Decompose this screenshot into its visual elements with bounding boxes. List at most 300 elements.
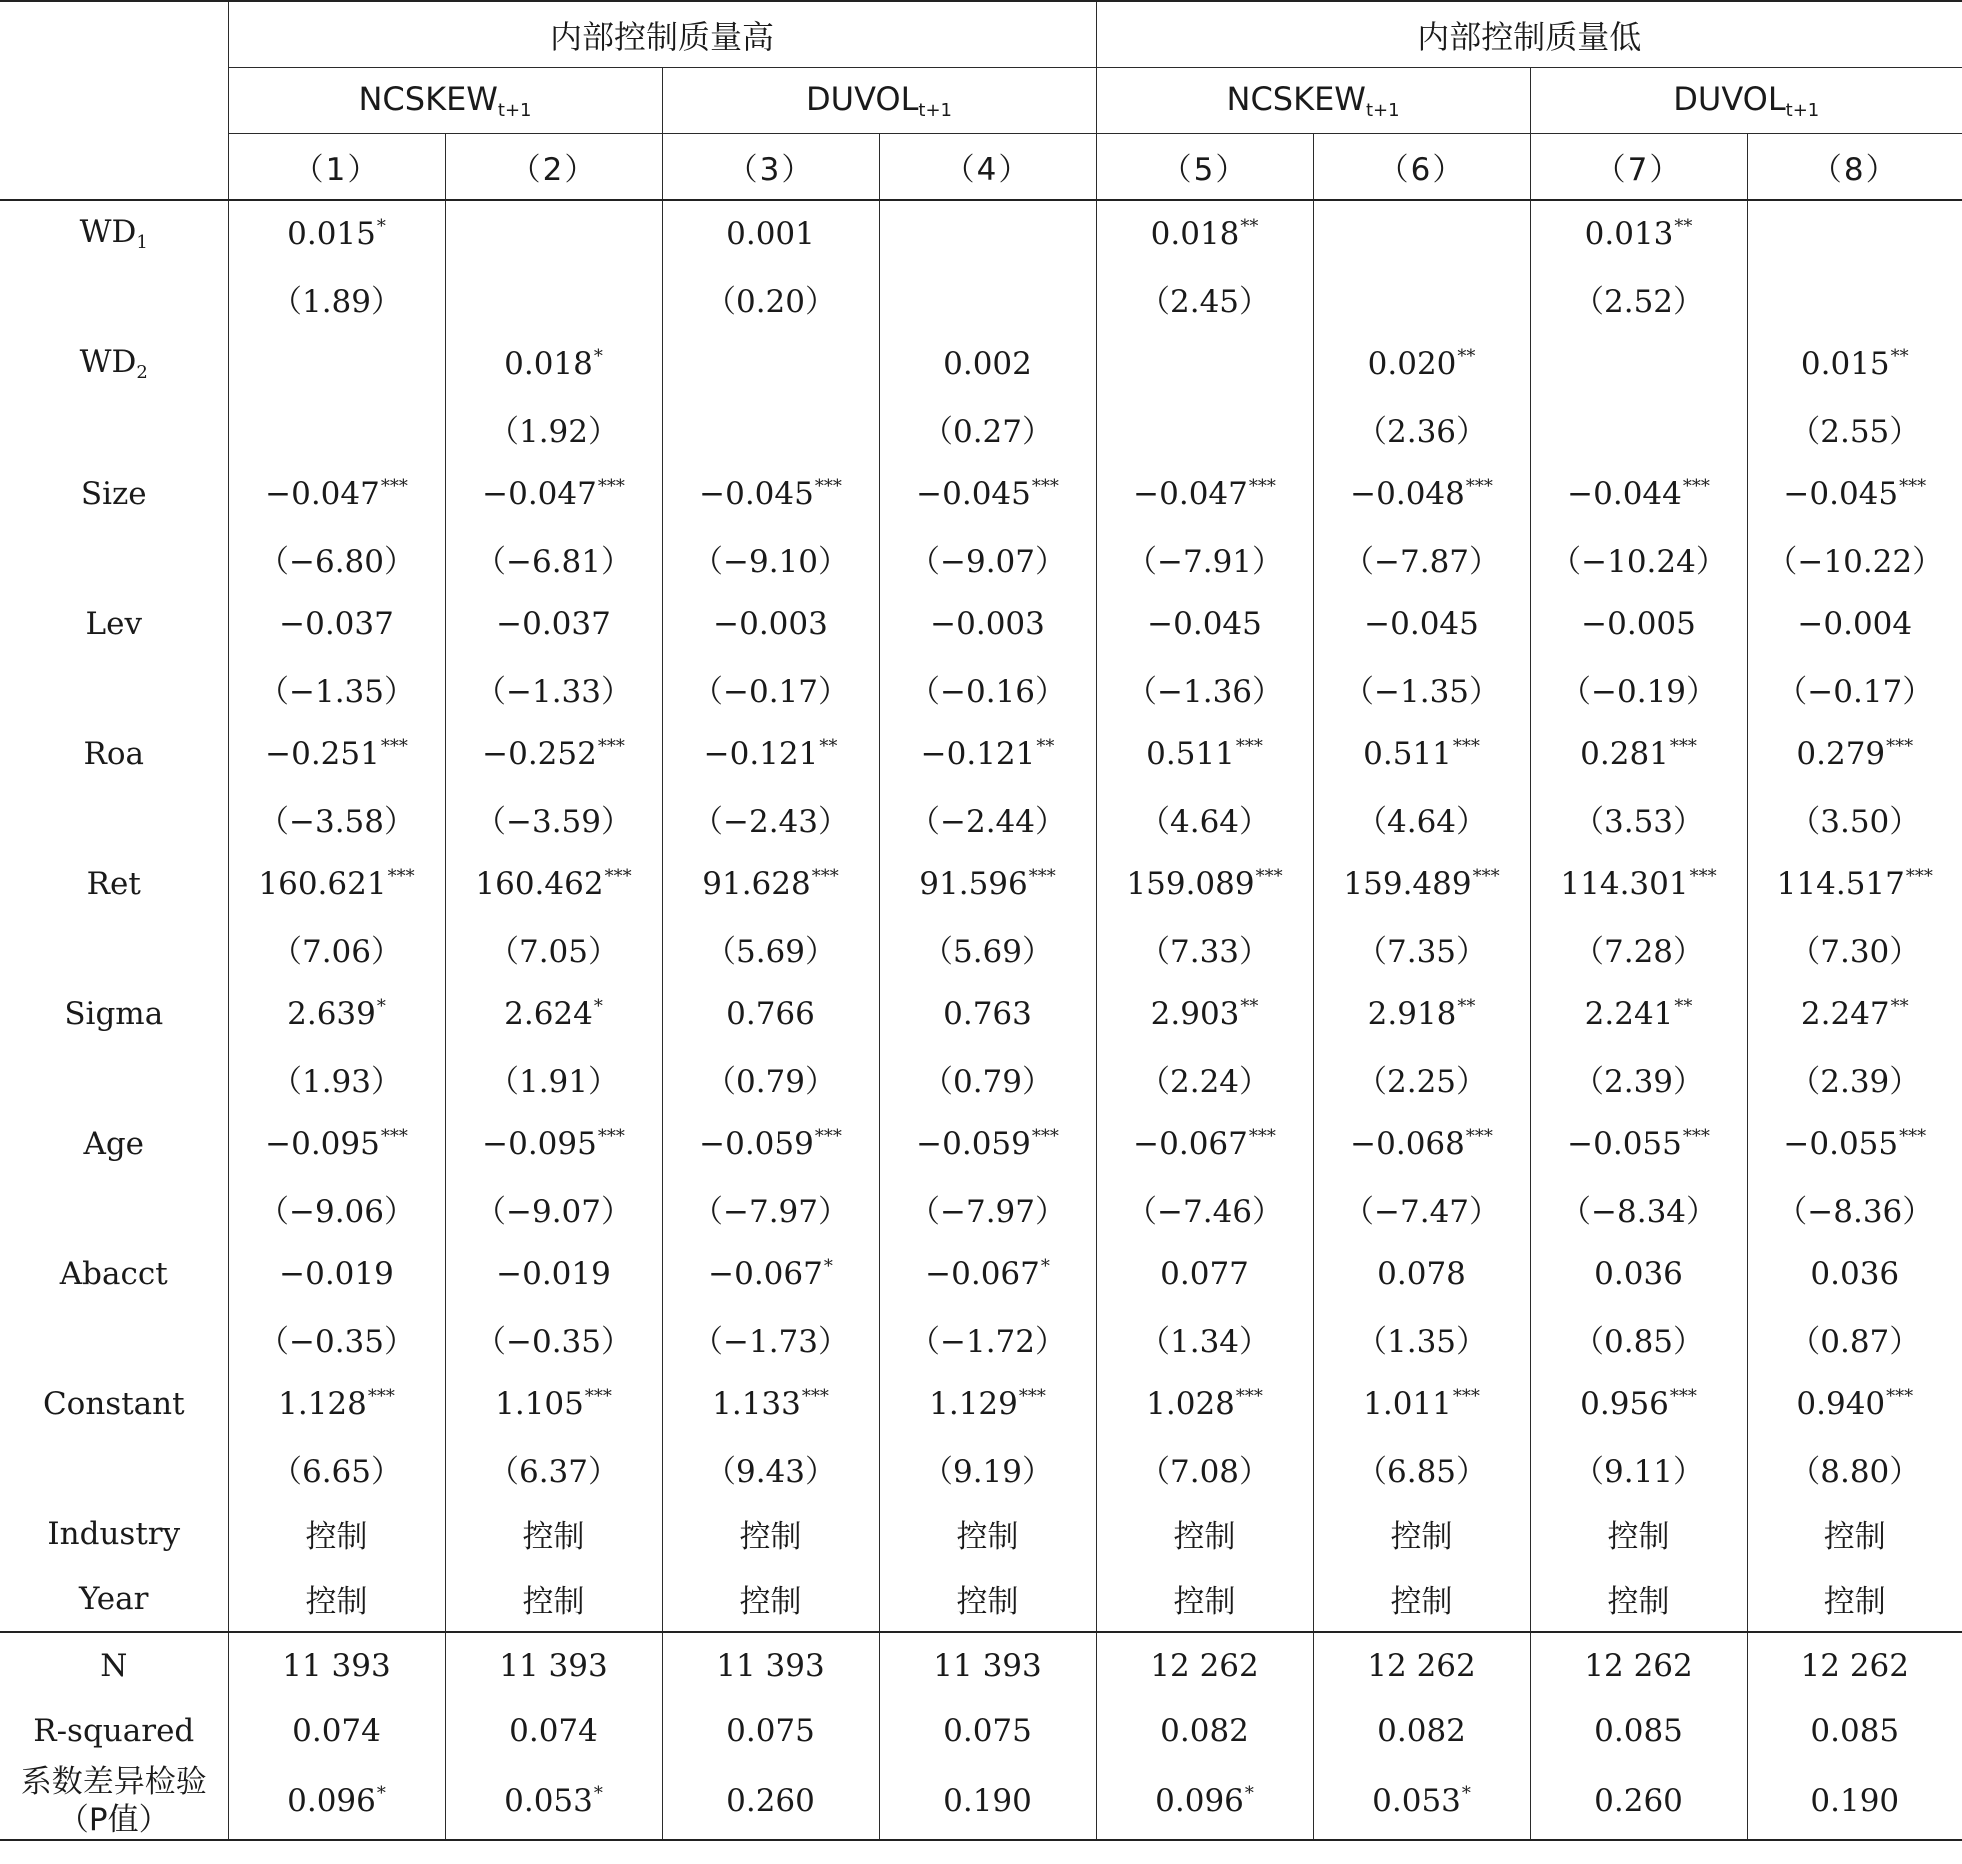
cell-value: 0.511 [1146,735,1235,772]
t-statistic-cell: （−9.06） [228,1176,445,1241]
coefficient-cell [662,461,879,526]
row-label-empty [0,1306,228,1371]
coefficient-cell [1747,591,1962,656]
cell-value: 0.763 [943,995,1032,1032]
row-label [0,1111,228,1176]
coefficient-cell [1313,331,1530,396]
cell-value: 0.075 [943,1712,1032,1749]
row-label-empty [0,916,228,981]
t-statistic-cell: （5.69） [662,916,879,981]
dependent-variable-header [1096,68,1530,134]
coefficient-cell [662,331,879,396]
cell-value: 0.074 [292,1712,381,1749]
coefficient-cell [228,1371,445,1436]
cell-value: 0.074 [509,1712,598,1749]
cell-value: −0.045 [1147,605,1262,642]
significance-stars: *** [1235,1385,1263,1407]
cell-value: 2.918 [1367,995,1457,1032]
coefficient-cell [1747,1371,1962,1436]
coefficient-cell [1096,591,1313,656]
t-statistic-cell: （2.39） [1747,1046,1962,1111]
t-statistic-cell [879,266,1096,331]
coefficient-cell [1313,851,1530,916]
coefficient-cell [662,981,879,1046]
control-cell: 控制 [1313,1566,1530,1632]
significance-stars: * [593,345,603,367]
t-statistic-cell: （7.08） [1096,1436,1313,1501]
coefficient-cell [1313,200,1530,266]
control-cell: 控制 [879,1501,1096,1566]
cell-value: 0.766 [726,995,815,1032]
t-statistic-cell [1530,396,1747,461]
cell-value: 0.956 [1580,1385,1669,1422]
t-statistic-cell: （−0.35） [445,1306,662,1371]
significance-stars: * [1244,1783,1254,1804]
coefficient-cell [1096,331,1313,396]
coefficient-row [0,981,1962,1046]
significance-stars: *** [1248,475,1276,497]
coefficient-cell [1530,591,1747,656]
cell-value: 0.002 [943,345,1032,382]
row-label-line: （P值） [57,1802,170,1838]
t-statistic-cell: （−6.80） [228,526,445,591]
cell-value: −0.048 [1350,475,1465,512]
t-statistic-row [0,916,1962,981]
coefficient-cell [662,721,879,786]
t-statistic-row [0,526,1962,591]
cell-value: 0.036 [1810,1255,1900,1292]
t-statistic-cell: （9.11） [1530,1436,1747,1501]
t-statistic-cell: （6.37） [445,1436,662,1501]
cell-value: −0.067 [1133,1125,1248,1162]
significance-stars: *** [811,865,839,887]
cell-value: −0.045 [916,475,1031,512]
t-statistic-cell: （0.85） [1530,1306,1747,1371]
dependent-variable-subscript: t+1 [918,100,952,121]
t-statistic-cell: （4.64） [1096,786,1313,851]
t-statistic-cell [1096,396,1313,461]
significance-stars: * [593,1783,603,1804]
t-statistic-cell: （2.24） [1096,1046,1313,1111]
row-label-text: WD [79,214,137,250]
cell-value: 1.133 [712,1385,801,1422]
column-number: （5） [1096,134,1313,201]
coefficient-cell [662,1371,879,1436]
t-statistic-cell: （0.79） [662,1046,879,1111]
statistic-cell [1313,1698,1530,1763]
cell-value: 12 262 [1584,1647,1693,1684]
significance-stars: *** [1472,865,1500,887]
cell-value: 159.089 [1126,865,1255,902]
coefficient-cell [445,200,662,266]
cell-value: 0.018 [1150,215,1240,252]
cell-value: 0.260 [726,1783,815,1819]
coefficient-cell [879,721,1096,786]
cell-value: 0.075 [726,1712,815,1749]
t-statistic-cell [228,396,445,461]
statistic-cell [445,1698,662,1763]
coefficient-cell [1747,461,1962,526]
significance-stars: ** [1457,995,1476,1017]
significance-stars: *** [1031,1125,1059,1147]
t-statistic-cell: （6.85） [1313,1436,1530,1501]
t-statistic-cell: （7.05） [445,916,662,981]
cell-value: −0.251 [265,735,380,772]
significance-stars: *** [1028,865,1056,887]
coefficient-cell [662,1111,879,1176]
cell-value: 114.301 [1560,865,1689,902]
statistic-cell [879,1632,1096,1698]
significance-stars: *** [1905,865,1933,887]
cell-value: 2.624 [504,995,593,1032]
coefficient-row [0,200,1962,266]
control-row [0,1501,1962,1566]
cell-value: −0.055 [1783,1125,1899,1162]
t-statistic-cell: （0.79） [879,1046,1096,1111]
t-statistic-cell: （7.30） [1747,916,1962,981]
row-label-empty [0,656,228,721]
t-statistic-cell: （1.35） [1313,1306,1530,1371]
significance-stars: * [376,215,386,237]
t-statistic-cell: （−1.73） [662,1306,879,1371]
significance-stars: * [376,995,386,1017]
significance-stars: ** [1674,995,1693,1017]
cell-value: −0.252 [482,735,597,772]
t-statistic-cell: （−9.07） [879,526,1096,591]
t-statistic-cell [662,396,879,461]
cell-value: 0.015 [287,215,376,252]
cell-value: −0.067 [708,1255,823,1292]
control-cell: 控制 [1313,1501,1530,1566]
significance-stars: *** [1689,865,1717,887]
cell-value: 160.621 [258,865,387,902]
significance-stars: ** [1036,735,1055,757]
t-statistic-cell: （−0.19） [1530,656,1747,721]
coefficient-cell [445,1371,662,1436]
coefficient-cell [1096,1241,1313,1306]
coefficient-cell [879,851,1096,916]
coefficient-cell [1530,461,1747,526]
cell-value: −0.095 [482,1125,597,1162]
significance-stars: *** [1465,1125,1493,1147]
row-label [0,1371,228,1436]
statistic-cell [1313,1632,1530,1698]
t-statistic-cell: （−8.36） [1747,1176,1962,1241]
coefficient-cell [228,461,445,526]
statistic-cell [1530,1632,1747,1698]
cell-value: 0.096 [1155,1783,1244,1819]
cell-value: 1.105 [495,1385,584,1422]
difference-test-cell [1096,1763,1313,1840]
significance-stars: *** [1452,1385,1480,1407]
cell-value: 11 393 [282,1647,391,1684]
row-label [0,981,228,1046]
significance-stars: * [593,995,603,1017]
cell-value: 0.085 [1810,1712,1900,1749]
cell-value: −0.005 [1581,605,1696,642]
row-label-line: 系数差异检验 [20,1764,207,1800]
cell-value: 0.096 [287,1783,376,1819]
row-label: N [0,1632,228,1698]
t-statistic-cell: （7.35） [1313,916,1530,981]
cell-value: −0.059 [916,1125,1031,1162]
coefficient-row [0,331,1962,396]
coefficient-cell [1747,851,1962,916]
t-statistic-cell: （7.28） [1530,916,1747,981]
cell-value: 0.085 [1594,1712,1683,1749]
t-statistic-cell: （−3.58） [228,786,445,851]
t-statistic-cell: （4.64） [1313,786,1530,851]
coefficient-cell [1530,331,1747,396]
row-label-text: Sigma [64,995,164,1032]
t-statistic-cell: （2.52） [1530,266,1747,331]
cell-value: −0.121 [920,735,1036,772]
cell-value: 160.462 [475,865,604,902]
column-number: （1） [228,134,445,201]
difference-test-cell [445,1763,662,1840]
coefficient-cell [1313,591,1530,656]
cell-value: 0.190 [1810,1783,1900,1819]
coefficient-cell [1530,1111,1747,1176]
t-statistic-row [0,656,1962,721]
coefficient-cell [1096,1111,1313,1176]
t-statistic-cell: （2.55） [1747,396,1962,461]
row-label: Year [79,1580,149,1617]
row-label-text: Roa [83,735,144,772]
group-high-header: 内部控制质量高 [228,1,1096,68]
row-label-subscript: 2 [136,362,148,383]
dependent-variable-name: NCSKEW [1226,80,1366,118]
coefficient-row [0,1371,1962,1436]
coefficient-cell [879,1371,1096,1436]
t-statistic-cell: （1.89） [228,266,445,331]
significance-stars: *** [380,475,408,497]
control-cell: 控制 [1530,1566,1747,1632]
coefficient-cell [662,1241,879,1306]
cell-value: 0.053 [504,1783,593,1819]
difference-test-cell [1747,1763,1962,1840]
statistic-cell [228,1632,445,1698]
cell-value: 11 393 [933,1647,1042,1684]
significance-stars: *** [367,1385,395,1407]
cell-value: 1.128 [278,1385,367,1422]
significance-stars: *** [1452,735,1480,757]
significance-stars: *** [380,1125,408,1147]
cell-value: −0.121 [703,735,819,772]
column-number: （2） [445,134,662,201]
coefficient-cell [445,1241,662,1306]
coefficient-cell [228,1111,445,1176]
difference-test-row [0,1763,1962,1840]
cell-value: −0.037 [279,605,394,642]
statistic-cell [1747,1698,1962,1763]
column-number: （6） [1313,134,1530,201]
coefficient-cell [662,851,879,916]
row-label-empty [0,786,228,851]
t-statistic-cell [1747,266,1962,331]
t-statistic-cell: （−1.35） [228,656,445,721]
cell-value: 0.036 [1594,1255,1683,1292]
coefficient-cell [228,331,445,396]
control-cell: 控制 [228,1566,445,1632]
cell-value: 0.018 [504,345,593,382]
column-number: （3） [662,134,879,201]
row-label [0,200,228,266]
significance-stars: ** [1890,345,1909,367]
t-statistic-cell: （−1.72） [879,1306,1096,1371]
coefficient-row [0,851,1962,916]
cell-value: 0.015 [1800,345,1890,382]
control-cell: 控制 [1096,1566,1313,1632]
cell-value: 91.596 [919,865,1028,902]
t-statistic-cell: （−7.46） [1096,1176,1313,1241]
coefficient-row [0,721,1962,786]
cell-value: −0.019 [496,1255,611,1292]
cell-value: 0.940 [1796,1385,1886,1422]
t-statistic-cell: （−0.16） [879,656,1096,721]
coefficient-cell [1096,1371,1313,1436]
dependent-variable-name: DUVOL [1673,80,1786,118]
coefficient-cell [1530,200,1747,266]
significance-stars: *** [801,1385,829,1407]
dependent-variable-header [1530,68,1962,134]
coefficient-cell [1313,461,1530,526]
dependent-variable-row [0,68,1962,134]
row-label-text: Ret [86,865,141,902]
t-statistic-cell: （−7.97） [662,1176,879,1241]
t-statistic-cell: （0.20） [662,266,879,331]
t-statistic-cell: （−10.22） [1747,526,1962,591]
cell-value: −0.047 [1133,475,1248,512]
cell-value: 0.020 [1367,345,1457,382]
statistic-cell [445,1632,662,1698]
coefficient-cell [445,851,662,916]
coefficient-cell [445,331,662,396]
control-cell: 控制 [662,1501,879,1566]
t-statistic-cell: （−2.44） [879,786,1096,851]
coefficient-cell [1530,1371,1747,1436]
coefficient-cell [445,981,662,1046]
coefficient-row [0,1111,1962,1176]
cell-value: −0.068 [1350,1125,1465,1162]
dependent-variable-subscript: t+1 [1365,100,1400,121]
coefficient-cell [445,1111,662,1176]
cell-value: 1.011 [1363,1385,1452,1422]
cell-value: 11 393 [499,1647,608,1684]
significance-stars: *** [1899,1125,1927,1147]
cell-value: 0.082 [1377,1712,1466,1749]
t-statistic-row [0,1436,1962,1501]
coefficient-cell [1747,721,1962,786]
coefficient-cell [1747,200,1962,266]
column-number: （7） [1530,134,1747,201]
significance-stars: *** [597,475,625,497]
cell-value: 0.281 [1580,735,1669,772]
significance-stars: ** [1674,215,1693,237]
control-cell: 控制 [662,1566,879,1632]
cell-value: 2.639 [287,995,376,1032]
significance-stars: *** [584,1385,612,1407]
statistic-cell [1096,1698,1313,1763]
coefficient-cell [1313,1241,1530,1306]
row-label [0,1241,228,1306]
row-label-text: Size [80,475,147,512]
coefficient-cell [662,200,879,266]
coefficient-cell [1530,981,1747,1046]
significance-stars: *** [1669,735,1697,757]
significance-stars: ** [1240,995,1259,1017]
t-statistic-cell: （−10.24） [1530,526,1747,591]
row-label-empty [0,1176,228,1241]
coefficient-cell [1313,721,1530,786]
cell-value: 12 262 [1800,1647,1910,1684]
t-statistic-cell: （−7.47） [1313,1176,1530,1241]
control-cell: 控制 [1096,1501,1313,1566]
dependent-variable-subscript: t+1 [1785,100,1820,121]
t-statistic-cell: （−8.34） [1530,1176,1747,1241]
cell-value: −0.019 [279,1255,394,1292]
statistic-row [0,1632,1962,1698]
cell-value: −0.045 [1364,605,1479,642]
column-number-row [0,134,1962,201]
column-number: （8） [1747,134,1962,201]
cell-value: 1.028 [1146,1385,1235,1422]
significance-stars: *** [1682,1125,1710,1147]
cell-value: −0.067 [925,1255,1040,1292]
t-statistic-row [0,396,1962,461]
statistic-cell [879,1698,1096,1763]
row-label-text: Lev [85,605,142,642]
dependent-variable-name: DUVOL [806,80,919,118]
difference-test-cell [1313,1763,1530,1840]
t-statistic-cell: （2.25） [1313,1046,1530,1111]
stub-header [0,1,228,200]
coefficient-cell [879,591,1096,656]
cell-value: −0.055 [1567,1125,1682,1162]
t-statistic-row [0,266,1962,331]
statistic-cell [228,1698,445,1763]
cell-value: 2.903 [1150,995,1240,1032]
coefficient-cell [879,981,1096,1046]
t-statistic-cell: （6.65） [228,1436,445,1501]
cell-value: −0.004 [1797,605,1913,642]
t-statistic-cell: （−7.97） [879,1176,1096,1241]
significance-stars: * [1040,1255,1050,1277]
significance-stars: *** [380,735,408,757]
significance-stars: ** [1240,215,1259,237]
row-label-empty [0,1436,228,1501]
significance-stars: *** [597,1125,625,1147]
cell-value: 0.082 [1160,1712,1249,1749]
cell-value: −0.047 [265,475,380,512]
column-number: （4） [879,134,1096,201]
t-statistic-cell: （−1.35） [1313,656,1530,721]
significance-stars: *** [814,475,842,497]
t-statistic-cell [445,266,662,331]
significance-stars: *** [1031,475,1059,497]
control-cell: 控制 [228,1501,445,1566]
t-statistic-cell: （−1.36） [1096,656,1313,721]
cell-value: 12 262 [1367,1647,1476,1684]
cell-value: 12 262 [1150,1647,1259,1684]
significance-stars: *** [1899,475,1927,497]
row-label-text: WD [79,344,137,380]
statistic-cell [1530,1698,1747,1763]
coefficient-cell [1096,461,1313,526]
coefficient-cell [1313,1371,1530,1436]
cell-value: −0.045 [699,475,814,512]
coefficient-row [0,591,1962,656]
